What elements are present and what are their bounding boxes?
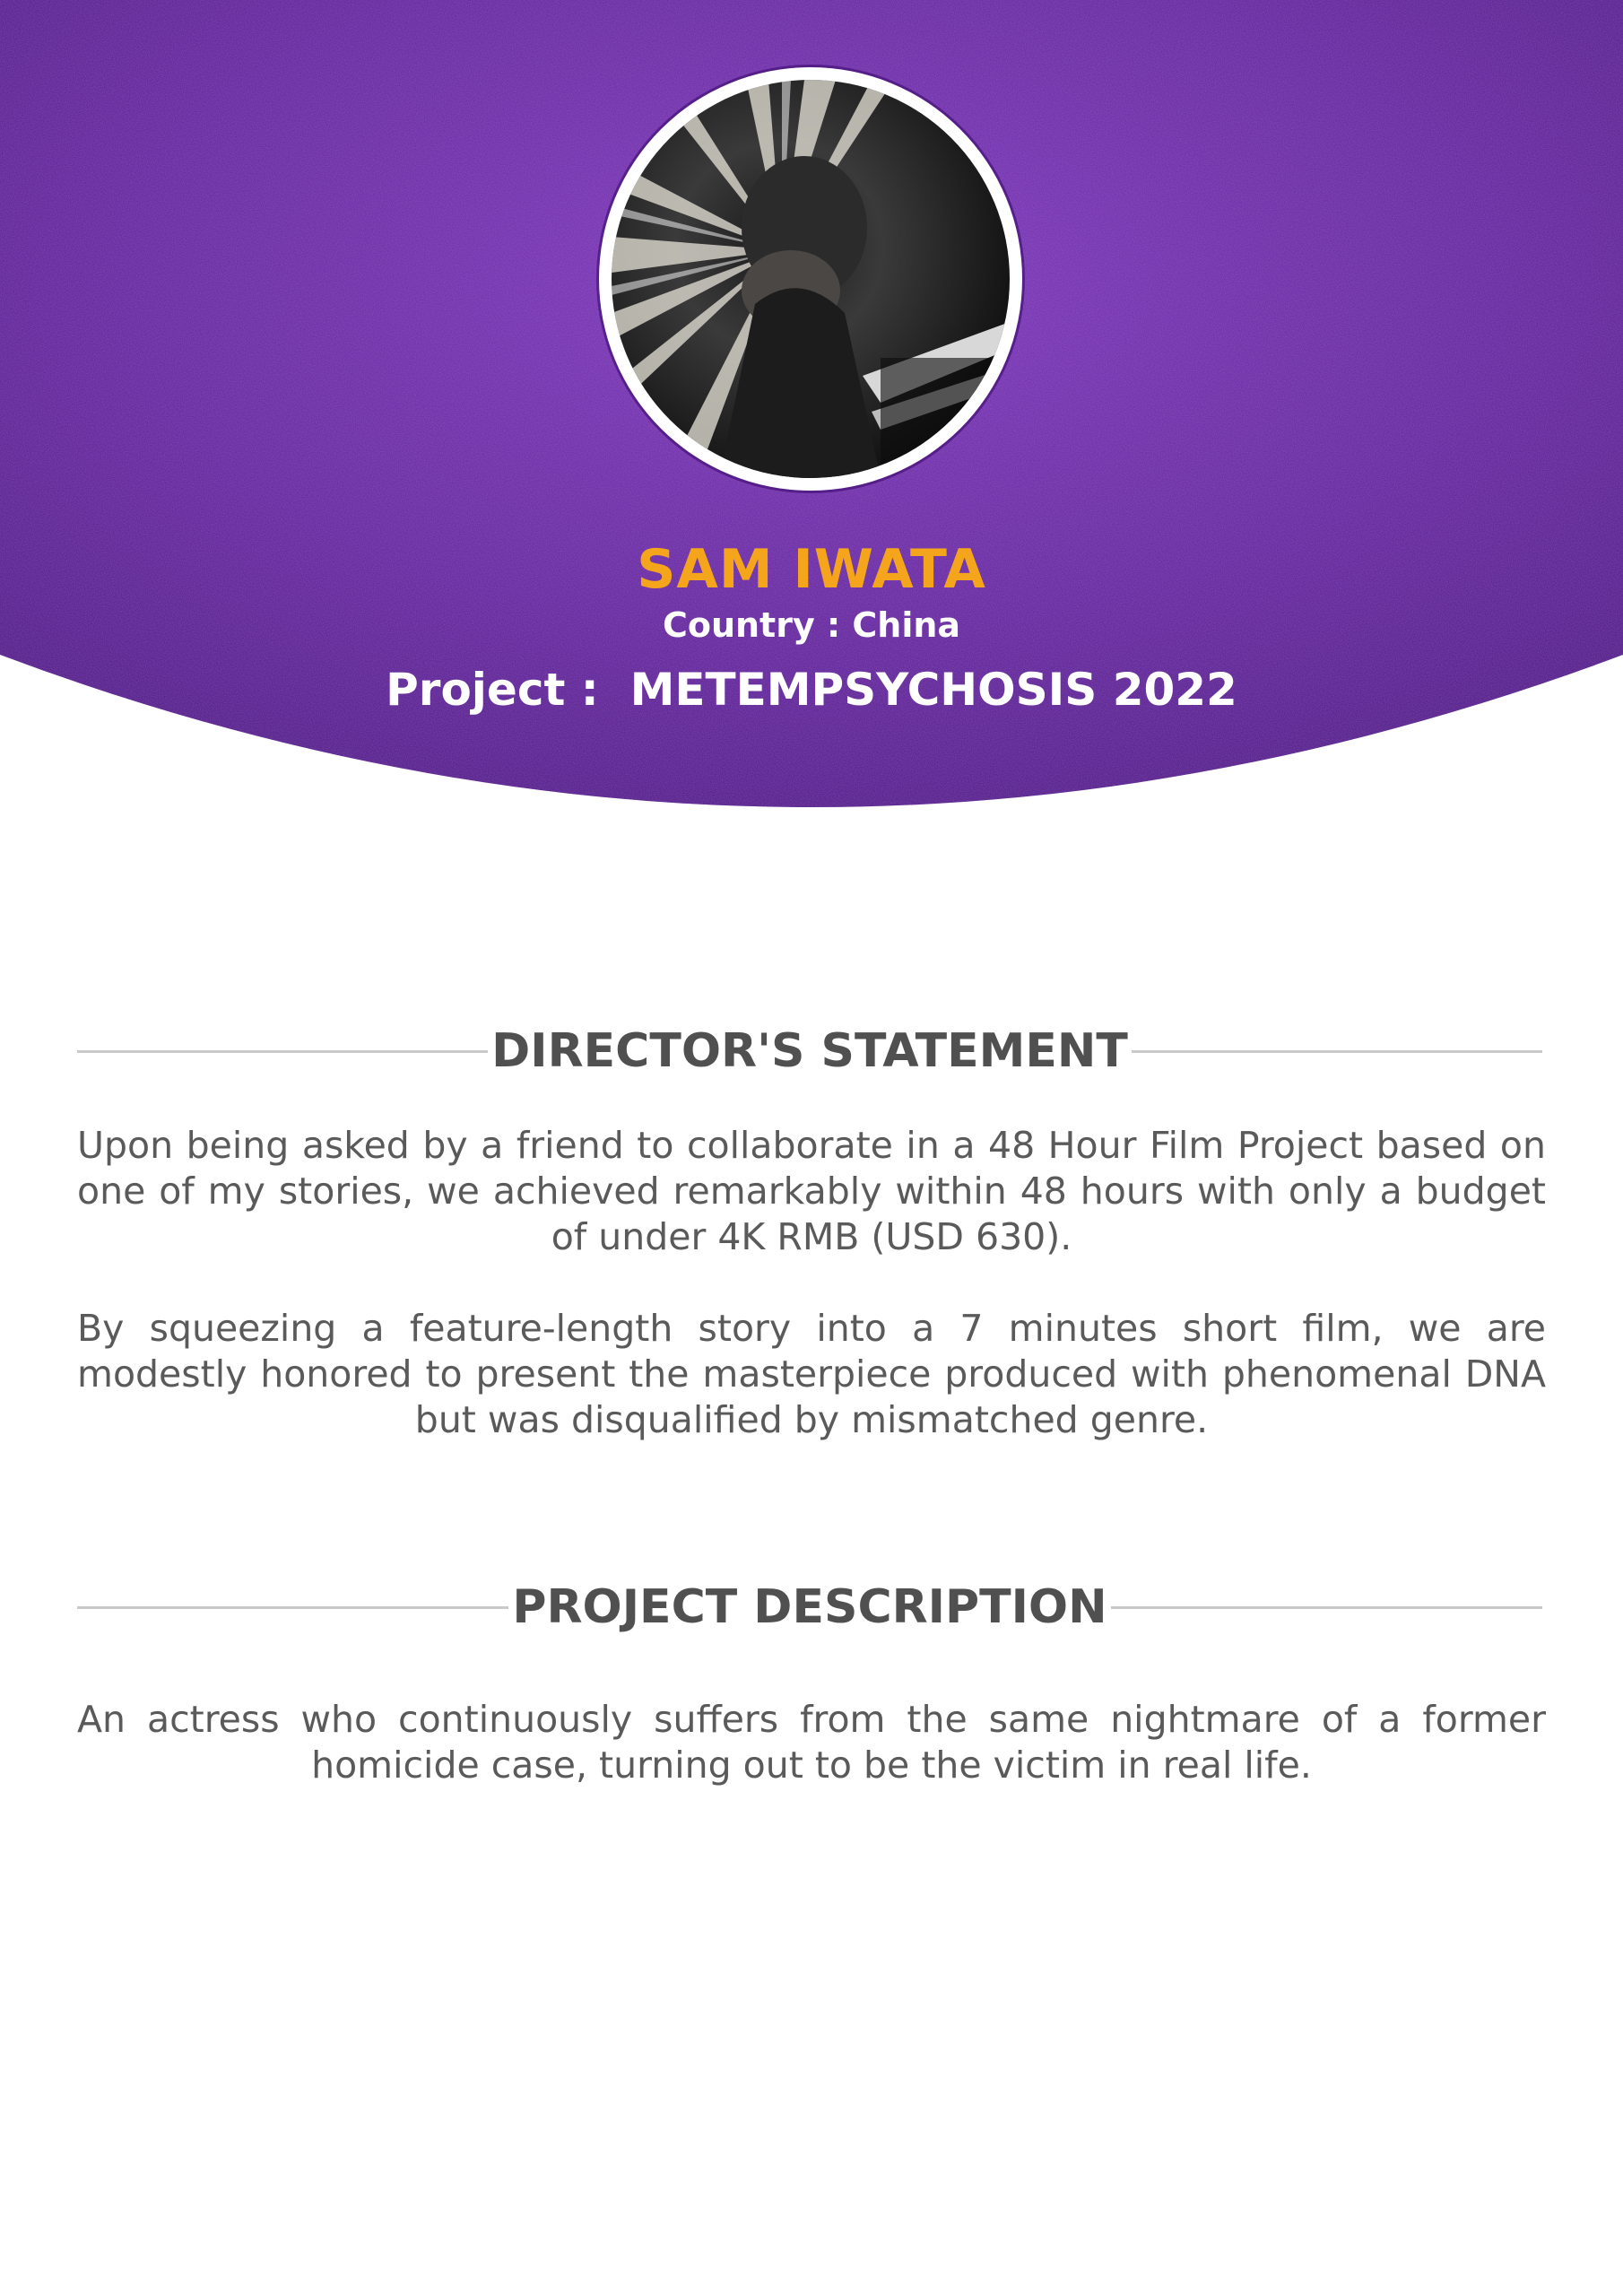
portrait-image [612, 80, 1010, 478]
description-paragraph: An actress who continuously suffers from the same nightmare of a former homicide case, turning out to be the victim in real life. [77, 1698, 1546, 1787]
project-title: Project : METEMPSYCHOSIS 2022 [386, 664, 1237, 716]
section-title: PROJECT DESCRIPTION [512, 1580, 1107, 1634]
heading-rule-left [77, 1606, 508, 1609]
header-banner [0, 0, 1623, 812]
project-description-body [77, 1697, 1546, 1788]
heading-rule-left [77, 1050, 488, 1053]
project-description-heading [77, 1580, 1542, 1634]
country-label: Country : China [662, 605, 961, 645]
statement-paragraph: By squeezing a feature-length story into a 7 minutes short film, we are modestly honored to present the masterpiece produced with phenomenal DNA but was disqualified by mismatched genre. [77, 1307, 1546, 1441]
section-title: DIRECTOR'S STATEMENT [491, 1024, 1128, 1078]
statement-paragraph: Upon being asked by a friend to collaborate in a 48 Hour Film Project based on one of my stories, we achieved remarkably within 48 hours with only a budget of under 4K RMB (USD 630). [77, 1124, 1546, 1258]
director-name: SAM IWATA [637, 538, 986, 601]
heading-rule-right [1132, 1050, 1542, 1053]
directors-statement-heading [77, 1024, 1542, 1078]
heading-rule-right [1111, 1606, 1542, 1609]
directors-statement-body [77, 1123, 1546, 1443]
director-portrait [599, 67, 1022, 491]
